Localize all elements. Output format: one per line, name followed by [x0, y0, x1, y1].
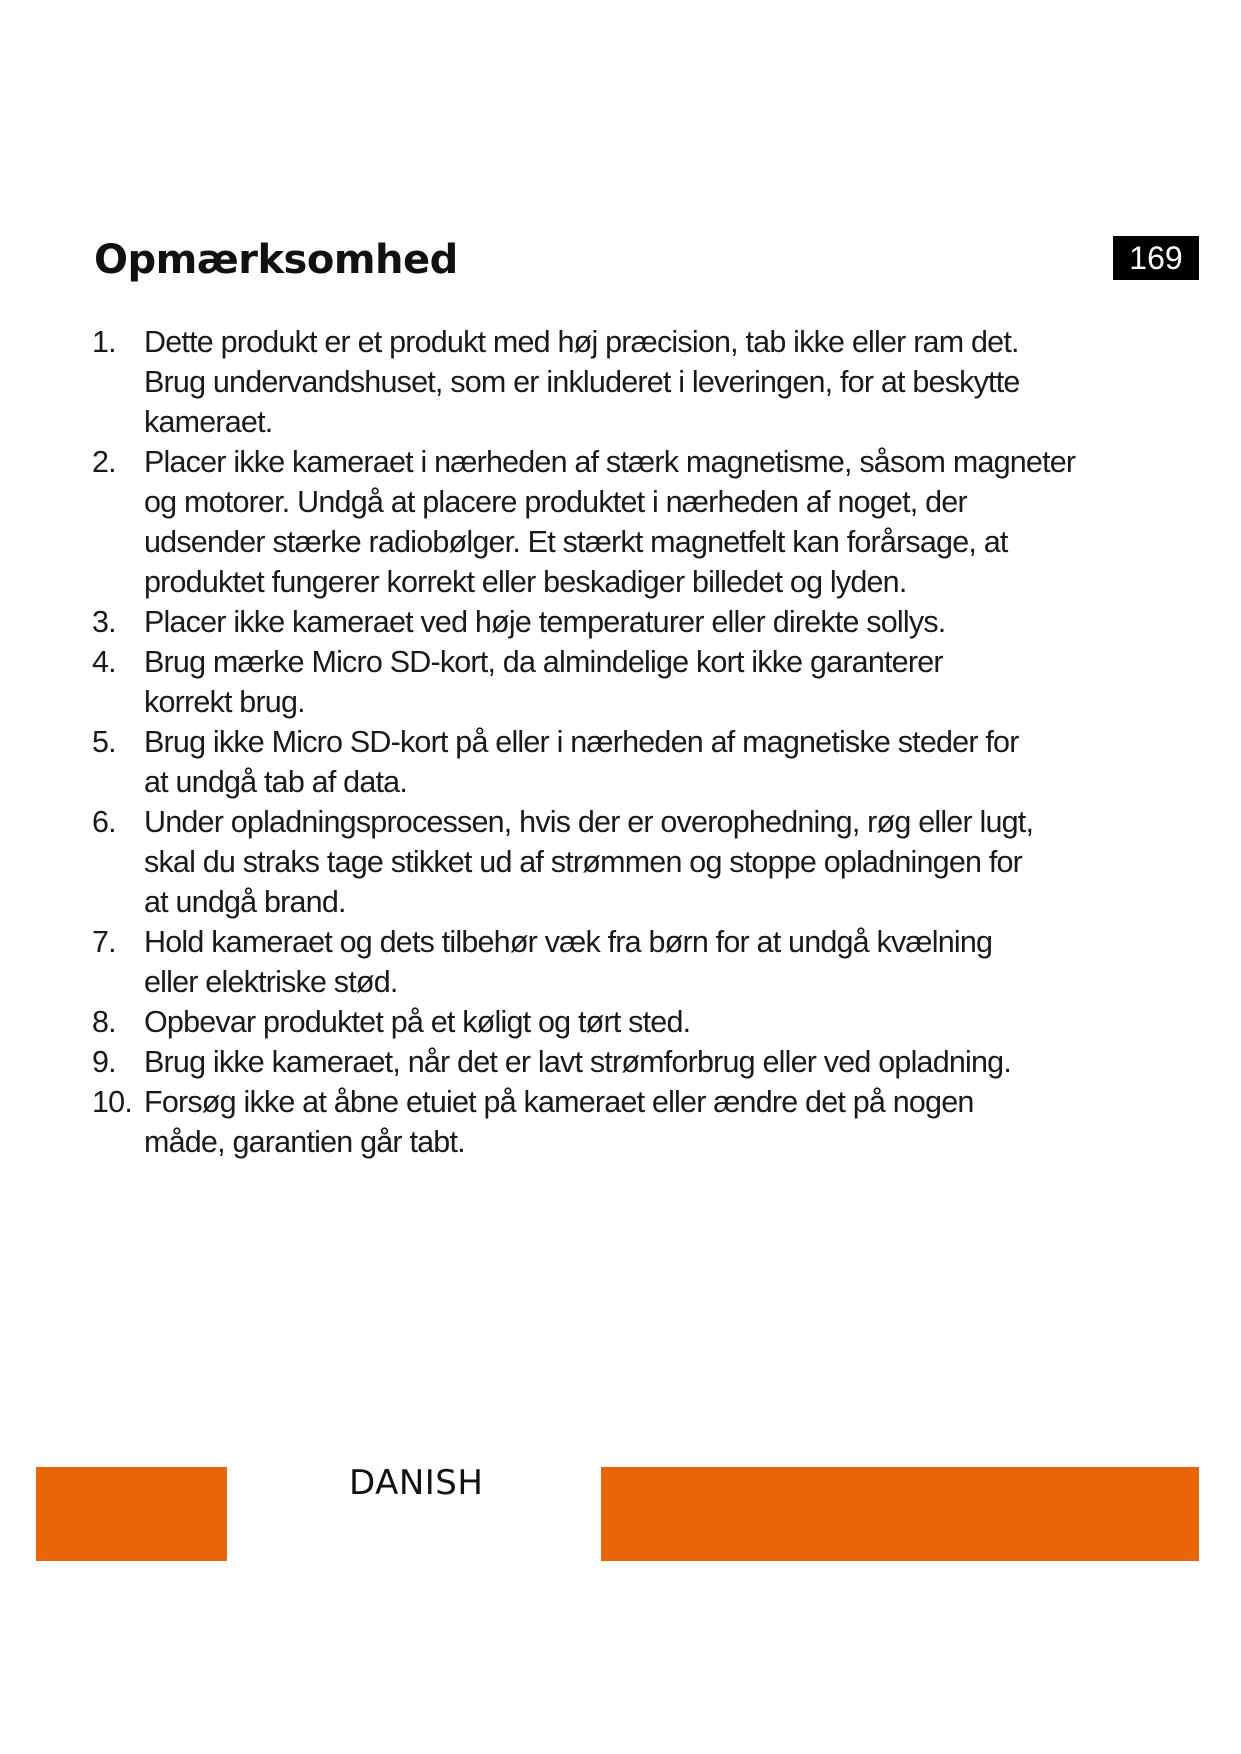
- list-item-number: 1.: [92, 325, 116, 359]
- list-item-number: 7.: [92, 925, 116, 959]
- list-item: [92, 602, 1152, 642]
- caution-list: [92, 322, 1152, 1162]
- footer-accent-band-right: [601, 1467, 1199, 1561]
- list-item-number: 2.: [92, 445, 116, 479]
- list-item-text: Forsøg ikke at åbne etuiet på kameraet eller ændre det på nogen måde, garantien går tabt.: [144, 1085, 974, 1159]
- list-item-text: Placer ikke kameraet i nærheden af stærk magnetisme, såsom magneter og motorer. Undgå at placere produktet i nærheden af noget, der udsender stærke radiobølger. Et stærkt magnetfelt kan forårsage, at produktet fungerer korrekt eller beskadiger billedet og lyden.: [144, 445, 1076, 599]
- list-item-number: 6.: [92, 805, 116, 839]
- list-item-number: 5.: [92, 725, 116, 759]
- list-item-number: 3.: [92, 605, 116, 639]
- list-item-number: 4.: [92, 645, 116, 679]
- page-title: Opmærksomhed: [94, 237, 458, 283]
- list-item-text: Brug mærke Micro SD-kort, da almindelige kort ikke garanterer korrekt brug.: [144, 645, 943, 719]
- list-item: [92, 1002, 1152, 1042]
- footer-accent-band-left: [36, 1467, 227, 1561]
- list-item: [92, 1042, 1152, 1082]
- list-item-text: Dette produkt er et produkt med høj præcision, tab ikke eller ram det. Brug undervandshuset, som er inkluderet i leveringen, for at beskytte kameraet.: [144, 325, 1020, 439]
- list-item-text: Brug ikke kameraet, når det er lavt strømforbrug eller ved opladning.: [144, 1045, 1012, 1079]
- list-item-number: 8.: [92, 1005, 116, 1039]
- list-item: [92, 442, 1152, 602]
- list-item: [92, 722, 1152, 802]
- page-number-badge: 169: [1113, 236, 1199, 280]
- list-item-text: Placer ikke kameraet ved høje temperaturer eller direkte sollys.: [144, 605, 946, 639]
- list-item-number: 9.: [92, 1045, 116, 1079]
- list-item: [92, 802, 1152, 922]
- footer-language-label: DANISH: [349, 1463, 484, 1503]
- list-item-text: Opbevar produktet på et køligt og tørt sted.: [144, 1005, 691, 1039]
- list-item: [92, 1082, 1152, 1162]
- list-item-text: Under opladningsprocessen, hvis der er overophedning, røg eller lugt, skal du straks tage stikket ud af strømmen og stoppe opladningen for at undgå brand.: [144, 805, 1034, 919]
- list-item: [92, 922, 1152, 1002]
- list-item: [92, 642, 1152, 722]
- list-item-text: Brug ikke Micro SD-kort på eller i nærheden af magnetiske steder for at undgå tab af data.: [144, 725, 1019, 799]
- list-item-text: Hold kameraet og dets tilbehør væk fra børn for at undgå kvælning eller elektriske stød.: [144, 925, 993, 999]
- list-item: [92, 322, 1152, 442]
- list-item-number: 10.: [92, 1085, 132, 1119]
